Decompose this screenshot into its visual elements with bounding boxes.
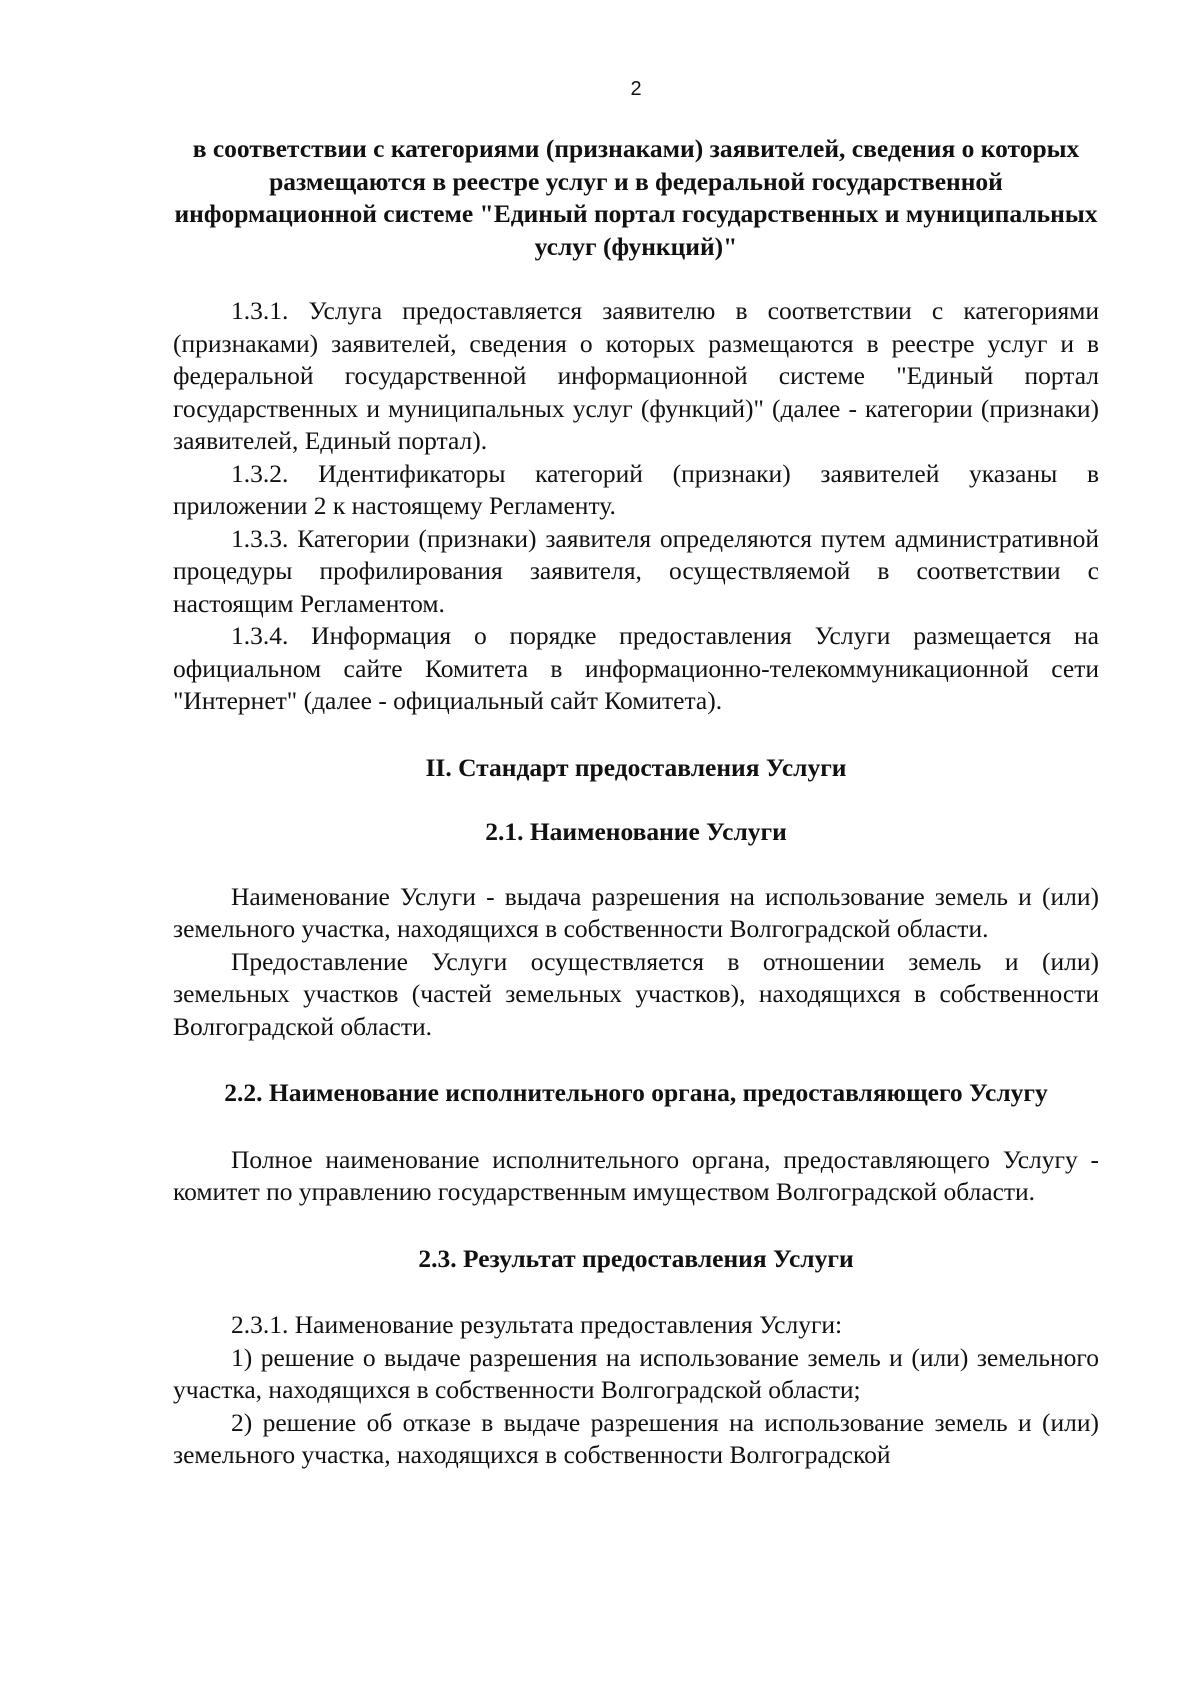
spacer <box>173 1110 1099 1144</box>
paragraph-1-3-4: 1.3.4. Информация о порядке предоставления Услуги размещается на официальном сайте Комитета в информационно-телекоммуникационной сети "Интернет" (далее - официальный сайт Комитета). <box>173 621 1099 715</box>
spacer <box>173 1043 1099 1077</box>
paragraph-service-name: Наименование Услуги - выдача разрешения на использование земель и (или) земельного участка, находящихся в собственности Волгоградской области. <box>173 881 1099 943</box>
spacer <box>173 1275 1099 1309</box>
spacer <box>173 1209 1099 1243</box>
page-number: 2 <box>630 78 642 100</box>
paragraph-authority-name: Полное наименование исполнительного органа, предоставляющего Услугу - комитет по управлению государственным имуществом Волгоградской области. <box>173 1144 1099 1206</box>
document-page <box>173 0 1099 1697</box>
section-heading-2-3: 2.3. Результат предоставления Услуги <box>418 1243 854 1273</box>
paragraph-1-3-3: 1.3.3. Категории (признаки) заявителя определяются путем административной процедуры профилирования заявителя, осуществляемой в соответствии с настоящим Регламентом. <box>173 523 1099 618</box>
paragraph-result-2: 2) решение об отказе в выдаче разрешения на использование земель и (или) земельного участка, находящихся в собственности Волгоградской <box>173 1407 1099 1469</box>
document-content <box>173 133 1099 1472</box>
paragraph-1-3-1: 1.3.1. Услуга предоставляется заявителю в соответствии с категориями (признаками) заявителей, сведения о которых размещаются в реестре услуг и в федеральной государственной информационной системе "Единый портал государственных и муниципальных услуг (функций)" (далее - категории (признаки) заявителей, Единый портал). <box>173 296 1099 455</box>
paragraph-2-3-1: 2.3.1. Наименование результата предоставления Услуги: <box>231 1310 843 1339</box>
paragraph-service-scope: Предоставление Услуги осуществляется в отношении земель и (или) земельных участков (частей земельных участков), находящихся в собственности Волгоградской области. <box>173 946 1099 1041</box>
section-heading-2-2: 2.2. Наименование исполнительного органа, предоставляющего Услугу <box>224 1078 1048 1107</box>
spacer <box>173 849 1099 881</box>
section-heading-categories: в соответствии с категориями (признаками) заявителей, сведения о которых размещаются в реестре услуг и в федеральной государственной информационной системе "Единый портал государственных и муниципальных услуг (функций)" <box>174 134 1098 261</box>
spacer <box>173 784 1099 816</box>
section-heading-ii-standard: II. Стандарт предоставления Услуги <box>425 752 847 782</box>
spacer <box>173 263 1099 295</box>
paragraph-result-1: 1) решение о выдаче разрешения на использование земель и (или) земельного участка, находящихся в собственности Волгоградской области; <box>173 1342 1099 1404</box>
paragraph-1-3-2: 1.3.2. Идентификаторы категорий (признаки) заявителей указаны в приложении 2 к настоящему Регламенту. <box>173 458 1099 520</box>
spacer <box>173 718 1099 752</box>
section-heading-2-1: 2.1. Наименование Услуги <box>485 817 787 846</box>
